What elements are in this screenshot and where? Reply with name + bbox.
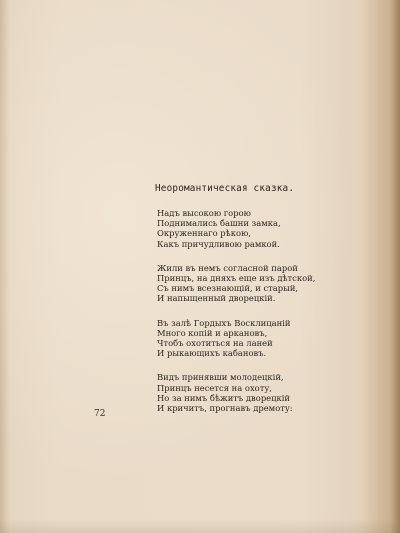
stanza-2 (157, 263, 370, 304)
poem-title: Неоромантическая сказка. (155, 183, 295, 194)
poem-line: Принцъ несется на охоту, (157, 382, 272, 393)
poem (150, 183, 370, 427)
poem-line: Жили въ немъ согласной парой (157, 262, 298, 273)
poem-line: Чтобъ охотиться на ланей (157, 338, 273, 349)
poem-line: Но за нимъ бѣжитъ дворецкій (157, 392, 291, 403)
poem-line: И рыкающихъ кабановъ. (157, 348, 267, 359)
poem-line: Окруженнаго рѣкою, (157, 228, 251, 239)
page-number: 72 (94, 409, 106, 419)
poem-line: Съ нимъ всезнающій, и старый, (157, 283, 299, 294)
stanza-1 (157, 208, 370, 249)
poem-line: Видъ принявши молодецкій, (157, 372, 284, 383)
poem-line: Надъ высокою горою (157, 208, 251, 218)
poem-line: И напыщенный дворецкій. (157, 293, 276, 304)
poem-line: Принцъ, на дняхъ еще изъ дѣтской, (157, 273, 316, 284)
poem-line: Какъ причудливою рамкой. (157, 238, 280, 249)
poem-line: Много копій и аркановъ, (157, 327, 268, 338)
page-edge-shadow (390, 0, 400, 533)
poem-line: И кричитъ, прогнавъ дремоту: (157, 403, 293, 414)
poem-line: Въ залѣ Гордыхъ Восклицаній (157, 317, 291, 328)
stanza-4 (157, 372, 370, 413)
poem-line: Поднимались башни замка, (157, 218, 281, 229)
stanza-3 (157, 318, 370, 359)
